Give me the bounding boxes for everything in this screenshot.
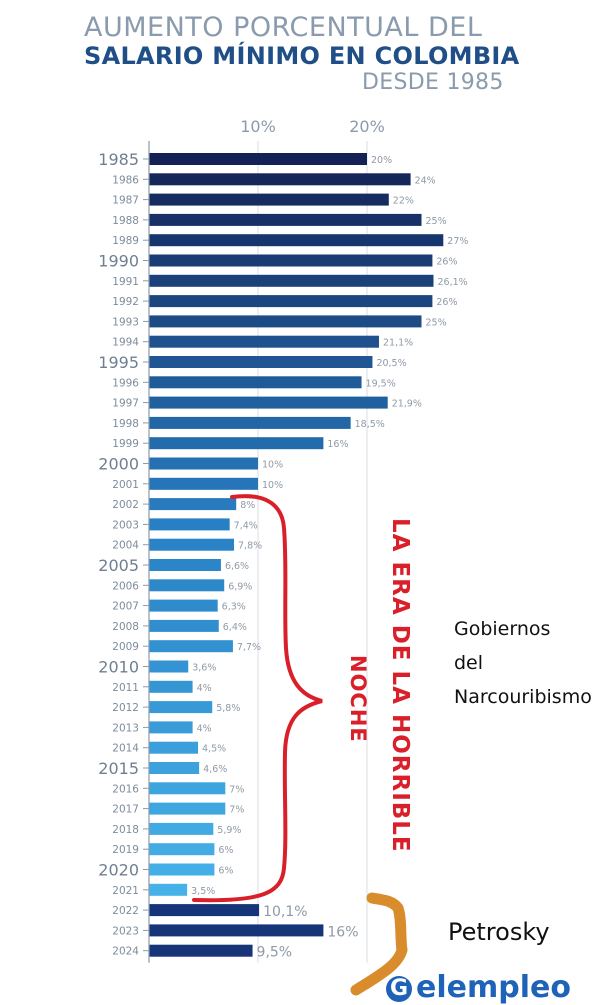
y-category-label: 2002 — [112, 499, 139, 512]
bar — [149, 194, 389, 206]
bar — [149, 458, 258, 470]
value-label: 7,4% — [233, 520, 258, 532]
bar — [149, 864, 214, 876]
bar — [149, 275, 433, 287]
value-label: 7% — [229, 784, 245, 796]
value-label: 27% — [447, 236, 469, 248]
gobiernos-annotation — [454, 612, 592, 714]
y-category-label: 2007 — [112, 600, 139, 613]
bar — [149, 376, 362, 388]
value-label: 10% — [262, 459, 284, 471]
value-label: 25% — [425, 317, 447, 329]
value-label: 6,3% — [221, 601, 246, 613]
bar — [149, 924, 323, 936]
bar — [149, 721, 193, 733]
value-label: 10% — [262, 479, 284, 491]
bar — [149, 417, 351, 429]
y-category-label: 2000 — [98, 454, 139, 474]
y-category-label: 1997 — [112, 397, 139, 410]
value-label: 21,9% — [391, 398, 422, 410]
bar — [149, 620, 219, 632]
bar — [149, 782, 225, 794]
era-label: LA ERA DE LA HORRIBLE — [387, 518, 413, 853]
value-label: 24% — [414, 175, 436, 187]
value-label: 4,6% — [203, 764, 228, 775]
petrosky-annotation: Petrosky — [448, 918, 550, 946]
bar — [149, 153, 367, 165]
y-category-label: 2010 — [98, 657, 139, 677]
bar — [149, 336, 379, 348]
value-label: 10,1% — [263, 904, 308, 921]
y-category-label: 2023 — [112, 925, 139, 938]
gobiernos-line: Narcouribismo — [454, 686, 592, 708]
y-category-label: 1993 — [112, 316, 139, 329]
value-label: 26% — [436, 297, 458, 309]
y-category-label: 2011 — [112, 681, 139, 694]
y-category-label: 2013 — [112, 722, 139, 735]
x-tick-label: 20% — [349, 117, 385, 136]
bar — [149, 214, 422, 226]
value-label: 7,7% — [236, 642, 262, 654]
y-category-label: 1986 — [112, 174, 139, 187]
y-category-label: 2019 — [112, 844, 139, 857]
value-label: 21,1% — [382, 337, 414, 349]
y-category-label: 1992 — [112, 296, 139, 309]
y-category-label: 1985 — [98, 150, 139, 169]
value-label: 7,8% — [238, 540, 263, 552]
value-label: 7% — [229, 804, 245, 816]
noche-label: NOCHE — [346, 655, 370, 743]
elempleo-logo-text: elempleo — [416, 970, 571, 1005]
x-tick-label: 10% — [240, 117, 276, 136]
bar — [149, 478, 258, 490]
value-label: 3,6% — [192, 662, 217, 674]
y-category-label: 2021 — [112, 884, 139, 897]
bar — [149, 904, 259, 916]
x-axis-ticks — [240, 117, 385, 136]
bar — [149, 539, 234, 551]
elempleo-logo-icon: G — [386, 976, 412, 1002]
y-category-label: 1996 — [112, 377, 139, 390]
bar — [149, 742, 198, 754]
value-label: 16% — [327, 924, 359, 941]
bar — [149, 498, 236, 510]
y-category-label: 2024 — [112, 945, 139, 958]
y-category-label: 1987 — [112, 194, 139, 207]
bar — [149, 762, 199, 774]
value-label: 6% — [218, 845, 234, 857]
value-label: 8% — [240, 500, 256, 512]
bar — [149, 701, 212, 713]
y-category-label: 2018 — [112, 823, 139, 836]
value-label: 20,5% — [376, 358, 407, 369]
chart-title-line2: SALARIO MÍNIMO EN COLOMBIA — [84, 42, 520, 70]
value-label: 18,5% — [354, 418, 385, 430]
value-label: 19,5% — [365, 378, 396, 390]
y-category-label: 2014 — [112, 742, 139, 755]
y-category-label: 2020 — [98, 860, 139, 880]
y-category-label: 2015 — [98, 759, 139, 778]
bar — [149, 823, 213, 835]
y-category-label: 2009 — [112, 641, 139, 654]
y-category-label: 2004 — [112, 539, 139, 552]
bar — [149, 255, 432, 267]
bar — [149, 579, 224, 591]
value-label: 6,4% — [222, 621, 247, 633]
chart-title-line1: AUMENTO PORCENTUAL DEL — [84, 12, 483, 43]
y-category-label: 2016 — [112, 783, 139, 796]
bar — [149, 681, 193, 693]
bar — [149, 437, 323, 449]
bar — [149, 397, 388, 409]
bar — [149, 356, 372, 368]
value-label: 4,5% — [202, 743, 227, 755]
gobiernos-line: Gobiernos — [454, 618, 551, 640]
value-label: 26,1% — [437, 276, 468, 288]
bar — [149, 559, 221, 571]
value-label: 16% — [327, 439, 349, 451]
y-category-label: 2008 — [112, 620, 139, 633]
y-category-label: 1989 — [112, 235, 139, 248]
value-label: 4% — [196, 723, 212, 735]
bar — [149, 803, 225, 815]
y-category-label: 1990 — [98, 251, 139, 271]
y-category-label: 2012 — [112, 702, 139, 715]
y-category-label: 1988 — [112, 214, 139, 227]
value-label: 5,8% — [216, 703, 241, 715]
bar — [149, 640, 233, 652]
value-label: 9,5% — [256, 944, 293, 961]
y-category-label: 1991 — [112, 275, 139, 288]
value-label: 25% — [425, 215, 447, 227]
y-axis-labels — [98, 150, 149, 958]
value-label: 20% — [371, 155, 393, 166]
bar — [149, 945, 253, 957]
bar — [149, 315, 422, 327]
y-category-label: 1995 — [98, 353, 139, 372]
y-category-label: 2001 — [112, 478, 139, 491]
y-category-label: 2005 — [98, 556, 139, 575]
bar — [149, 518, 230, 530]
value-label: 3,5% — [191, 885, 216, 897]
bar — [149, 234, 443, 246]
bar — [149, 884, 187, 896]
value-label: 6% — [218, 865, 234, 877]
y-category-label: 2017 — [112, 803, 139, 816]
bar — [149, 661, 188, 673]
y-category-label: 1998 — [112, 417, 139, 430]
y-category-label: 2022 — [112, 905, 139, 918]
value-label: 5,9% — [217, 824, 242, 836]
chart-title-line3: DESDE 1985 — [362, 70, 504, 95]
y-category-label: 2003 — [112, 519, 139, 532]
bar — [149, 173, 411, 185]
y-category-label: 1999 — [112, 438, 139, 451]
bar — [149, 843, 214, 855]
gobiernos-line: del — [454, 652, 484, 674]
bar — [149, 600, 218, 612]
value-label: 22% — [392, 195, 414, 207]
value-label: 6,9% — [228, 581, 253, 593]
value-label: 6,6% — [224, 561, 250, 572]
y-category-label: 2006 — [112, 580, 139, 593]
bar — [149, 295, 432, 307]
y-category-label: 1994 — [112, 336, 139, 349]
value-label: 26% — [436, 256, 458, 268]
value-label: 4% — [196, 682, 212, 694]
